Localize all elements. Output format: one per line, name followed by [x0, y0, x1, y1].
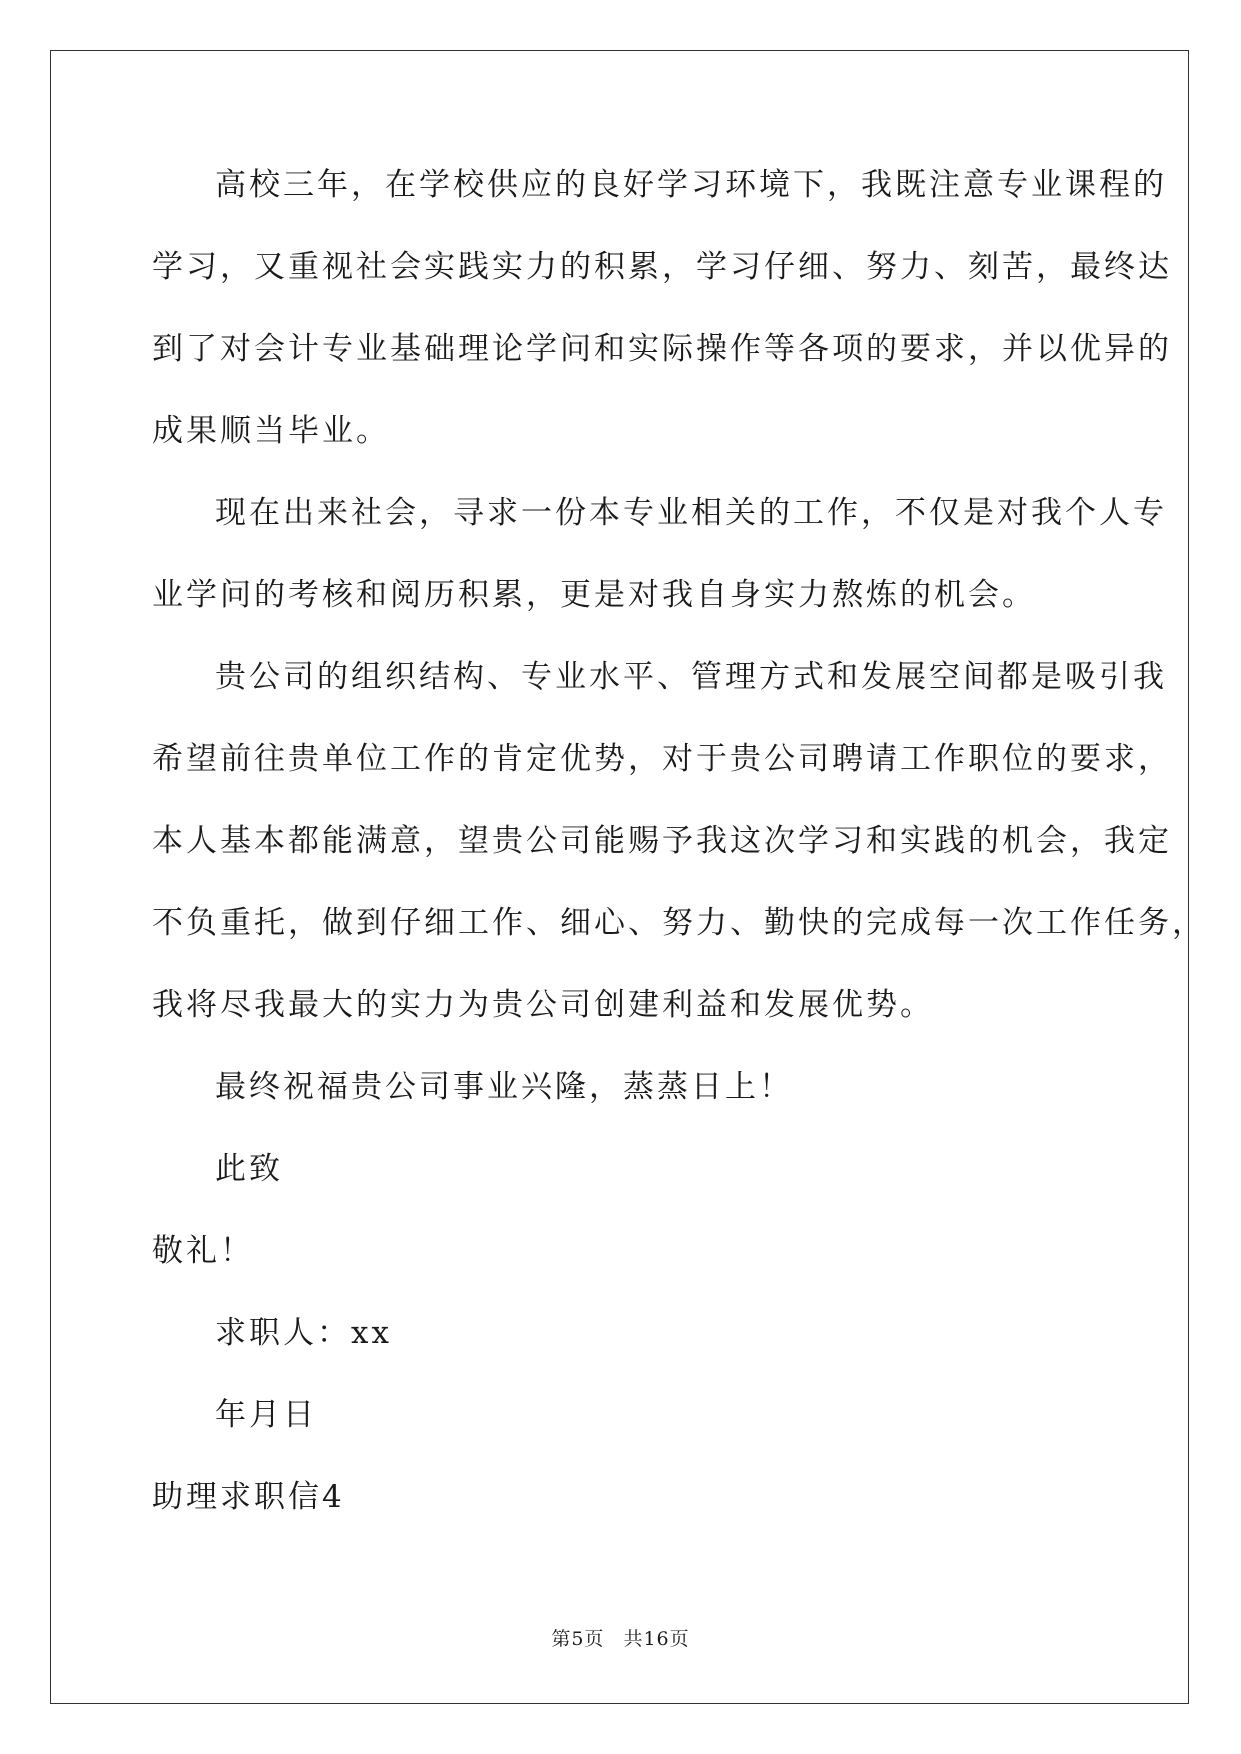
document-body	[152, 160, 1206, 1554]
paragraph-line: 高校三年，在学校供应的良好学习环境下，我既注意专业课程的	[215, 167, 1167, 203]
salutation-jingli: 敬礼！	[152, 1233, 254, 1269]
paragraph-line: 本人基本都能满意，望贵公司能赐予我这次学习和实践的机会，我定	[152, 823, 1172, 859]
paragraph-line: 业学问的考核和阅历积累，更是对我自身实力熬炼的机会。	[152, 577, 1036, 613]
section-heading: 助理求职信4	[152, 1479, 345, 1515]
paragraph-line: 学习，又重视社会实践实力的积累，学习仔细、努力、刻苦，最终达	[152, 249, 1172, 285]
signature-date: 年月日	[215, 1397, 317, 1433]
closing-wish: 最终祝福贵公司事业兴隆，蒸蒸日上！	[215, 1069, 793, 1105]
paragraph-line: 成果顺当毕业。	[152, 413, 390, 449]
salutation-cizhi: 此致	[215, 1151, 283, 1187]
page-total: 共16页	[623, 1628, 690, 1650]
paragraph-line: 现在出来社会，寻求一份本专业相关的工作，不仅是对我个人专	[215, 495, 1167, 531]
paragraph-line: 贵公司的组织结构、专业水平、管理方式和发展空间都是吸引我	[215, 659, 1167, 695]
paragraph-line: 我将尽我最大的实力为贵公司创建利益和发展优势。	[152, 987, 934, 1023]
signature-applicant: 求职人：xx	[215, 1315, 392, 1351]
paragraph-line: 不负重托，做到仔细工作、细心、努力、勤快的完成每一次工作任务，	[152, 905, 1206, 941]
page-number: 第5页	[551, 1628, 605, 1650]
page-footer	[0, 1624, 1241, 1651]
paragraph-line: 希望前往贵单位工作的肯定优势，对于贵公司聘请工作职位的要求，	[152, 741, 1172, 777]
paragraph-line: 到了对会计专业基础理论学问和实际操作等各项的要求，并以优异的	[152, 331, 1172, 367]
